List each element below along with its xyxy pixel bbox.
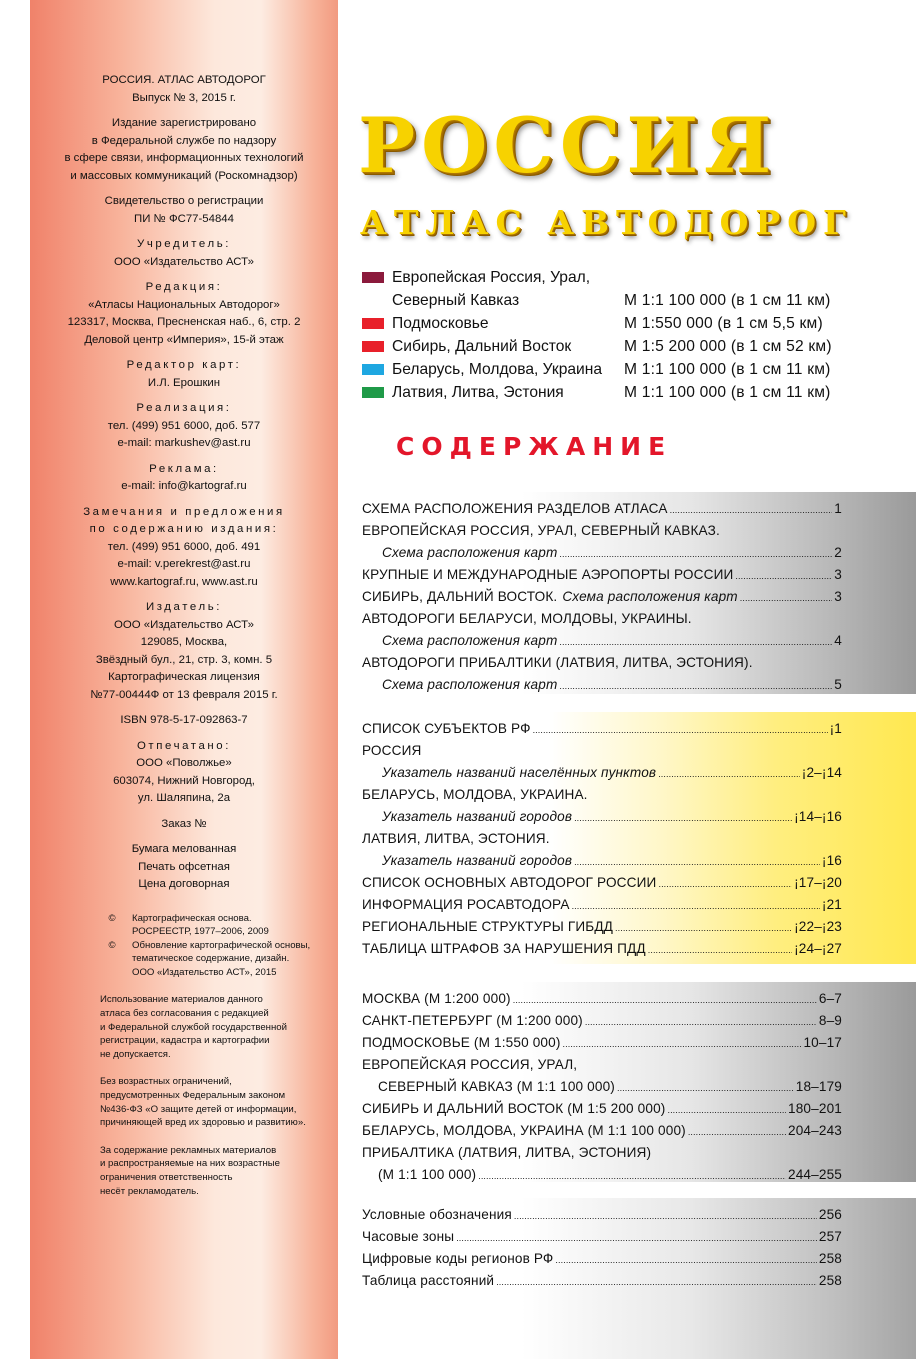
region-color-swatch — [362, 341, 384, 352]
region-name: Беларусь, Молдова, Украина — [392, 361, 603, 378]
toc-entry — [362, 564, 842, 586]
toc-entry-row — [362, 740, 842, 762]
toc-entry-title: МОСКВА (М 1:200 000) — [362, 991, 511, 1006]
imprint-block — [30, 816, 338, 834]
toc-entry-row — [362, 988, 842, 1011]
copyright-line: тематическое содержание, дизайн. — [132, 953, 290, 965]
toc-page-number: 204–243 — [788, 1123, 842, 1138]
toc-entry-row — [362, 1226, 842, 1249]
toc-page-number: 180–201 — [788, 1101, 842, 1116]
imprint-heading: Реализация: — [136, 402, 232, 414]
legal-note-line: предусмотренных Федеральным законом — [100, 1090, 286, 1102]
toc-leader-dots — [514, 1204, 817, 1227]
imprint-line: ООО «Поволжье» — [136, 757, 232, 769]
toc-entry-row — [362, 894, 842, 917]
copyright-text — [126, 912, 269, 939]
toc-entry-row — [362, 850, 842, 873]
imprint-block — [30, 461, 338, 496]
legal-note-line: Без возрастных ограничений, — [100, 1076, 232, 1088]
toc-page-number: 8–9 — [818, 1013, 842, 1028]
toc-entry — [362, 586, 842, 608]
toc-entry-row — [362, 1076, 842, 1099]
toc-entry — [362, 1164, 842, 1186]
region-name: Подмосковье — [392, 315, 489, 332]
imprint-block — [30, 72, 338, 107]
imprint-content — [30, 72, 338, 1212]
region-row — [362, 312, 852, 335]
imprint-line: Заказ № — [161, 817, 207, 830]
legal-note-line: и распространяемые на них возрастные — [100, 1158, 280, 1170]
toc-entry — [362, 1032, 842, 1054]
imprint-block — [30, 712, 338, 730]
toc-entry — [362, 872, 842, 894]
copyright-item — [30, 939, 338, 980]
toc-entry-row — [362, 1098, 842, 1121]
toc-entry-row — [362, 542, 842, 565]
toc-entry-title: СХЕМА РАСПОЛОЖЕНИЯ РАЗДЕЛОВ АТЛАСА — [362, 501, 668, 516]
toc-entry — [362, 1142, 842, 1164]
region-name: Северный Кавказ — [392, 292, 520, 309]
legal-note-line: Использование материалов данного — [100, 994, 263, 1006]
region-row — [362, 335, 852, 358]
region-row — [362, 266, 852, 289]
toc-entry — [362, 542, 842, 564]
region-name: Сибирь, Дальний Восток — [392, 338, 572, 355]
toc-entry — [362, 762, 842, 784]
toc-entry — [362, 784, 842, 806]
legal-note-line: атласа без согласования с редакцией — [100, 1008, 269, 1020]
toc-leader-dots — [658, 762, 800, 785]
imprint-block — [30, 599, 338, 704]
imprint-line: И.Л. Ерошкин — [147, 376, 221, 389]
toc-leader-dots — [513, 988, 817, 1011]
toc-entry-row — [362, 872, 842, 895]
toc-entry — [362, 608, 842, 630]
toc-entry-title: АВТОДОРОГИ БЕЛАРУСИ, МОЛДОВЫ, УКРАИНЫ. — [362, 611, 692, 626]
copyright-item — [30, 912, 338, 939]
toc-entry-title: ИНФОРМАЦИЯ РОСАВТОДОРА — [362, 897, 570, 912]
imprint-heading: Замечания и предложения — [83, 505, 285, 518]
toc-page-number: ¡1 — [829, 721, 842, 736]
toc-entry-title: СИБИРЬ И ДАЛЬНИЙ ВОСТОК (М 1:5 200 000) — [362, 1101, 666, 1116]
toc-entry-row — [362, 586, 842, 609]
imprint-block — [30, 738, 338, 808]
toc-entry-row — [362, 630, 842, 653]
imprint-line: ISBN 978-5-17-092863-7 — [120, 714, 248, 726]
imprint-line: в сфере связи, информационных технологий — [64, 152, 304, 164]
imprint-line: ул. Шаляпина, 2а — [137, 792, 231, 804]
toc-leader-dots — [563, 1032, 802, 1055]
legal-note-line: и Федеральной службой государственной — [100, 1021, 287, 1033]
toc-entry-title: РОССИЯ — [362, 743, 422, 758]
toc-leader-dots — [735, 564, 832, 587]
contents-heading: СОДЕРЖАНИЕ — [396, 432, 673, 461]
toc-leader-dots — [667, 1098, 786, 1121]
region-color-swatch — [362, 364, 384, 375]
imprint-line: Бумага мелованная — [131, 843, 237, 855]
toc-page-number: 1 — [834, 501, 842, 516]
toc-entry-row — [362, 762, 842, 785]
toc-entry — [362, 1270, 842, 1292]
legal-note-line: не допускается. — [100, 1048, 171, 1060]
copyright-symbol: © — [108, 912, 116, 924]
toc-entry-title: ЛАТВИЯ, ЛИТВА, ЭСТОНИЯ. — [362, 831, 550, 846]
toc-leader-dots — [533, 718, 828, 741]
region-scale: М 1:550 000 (в 1 см 5,5 км) — [624, 315, 823, 332]
toc-entry-row — [362, 806, 842, 829]
toc-entry-title: Схема расположения карт — [382, 677, 558, 692]
imprint-line: №77-00444Ф от 13 февраля 2015 г. — [90, 688, 278, 701]
legal-note-line: За содержание рекламных материалов — [100, 1144, 277, 1156]
toc-section-maps — [352, 982, 916, 1182]
legal-note-line: регистрации, кадастра и картографии — [100, 1035, 270, 1047]
toc-entry-row — [362, 1248, 842, 1271]
toc-entry-row — [362, 1204, 842, 1227]
toc-entry — [362, 718, 842, 740]
toc-entry — [362, 916, 842, 938]
legal-note — [30, 993, 338, 1061]
toc-entry-title: Таблица расстояний — [362, 1273, 495, 1288]
imprint-line: и массовых коммуникаций (Роскомнадзор) — [70, 169, 298, 182]
imprint-block — [30, 193, 338, 228]
toc-leader-dots — [559, 674, 832, 697]
toc-entry-title: Указатель названий населённых пунктов — [382, 765, 657, 780]
legal-note-line: причиняющей вред их здоровью и развитию». — [100, 1117, 306, 1129]
copyright-text — [126, 939, 310, 980]
toc-entry — [362, 630, 842, 652]
toc-entry-row — [362, 498, 842, 521]
copyright-symbol: © — [108, 939, 116, 951]
toc-page-number: 258 — [818, 1273, 842, 1288]
toc-section-indexes — [352, 712, 916, 964]
imprint-line: 123317, Москва, Пресненская наб., 6, стр. 2 — [67, 316, 301, 328]
imprint-heading: по содержанию издания: — [89, 523, 279, 535]
region-scale: М 1:5 200 000 (в 1 см 52 км) — [624, 338, 832, 355]
toc-entry-row — [362, 1032, 842, 1055]
imprint-line: Цена договорная — [138, 878, 230, 890]
toc-leader-dots — [617, 1076, 794, 1099]
toc-page-number: 2 — [834, 545, 842, 560]
toc-entry-title: ЕВРОПЕЙСКАЯ РОССИЯ, УРАЛ, — [362, 1057, 578, 1072]
imprint-heading: Издатель: — [145, 601, 223, 613]
toc-section-schemes — [352, 492, 916, 694]
imprint-line: Звёздный бул., 21, стр. 3, комн. 5 — [95, 653, 273, 666]
imprint-panel — [30, 0, 338, 1359]
region-scale: М 1:1 100 000 (в 1 см 11 км) — [624, 361, 831, 378]
toc-entry — [362, 1204, 842, 1226]
toc-page-number: ¡21 — [821, 897, 842, 912]
atlas-subtitle: АТЛАС АВТОДОРОГ — [360, 203, 853, 242]
imprint-line: «Атласы Национальных Автодорог» — [88, 298, 280, 311]
toc-section-references — [352, 1198, 916, 1359]
toc-entry-title: ПРИБАЛТИКА (ЛАТВИЯ, ЛИТВА, ЭСТОНИЯ) — [362, 1145, 652, 1160]
copyright-line: РОСРЕЕСТР, 1977–2006, 2009 — [132, 926, 269, 938]
toc-leader-dots — [559, 542, 832, 565]
toc-entry-title: ЕВРОПЕЙСКАЯ РОССИЯ, УРАЛ, СЕВЕРНЫЙ КАВКАЗ. — [362, 523, 720, 538]
toc-entry-row — [362, 1120, 842, 1143]
toc-entry-title: БЕЛАРУСЬ, МОЛДОВА, УКРАИНА. — [362, 787, 588, 802]
toc-entry-title: (М 1:1 100 000) — [378, 1167, 477, 1182]
region-name: Латвия, Литва, Эстония — [392, 384, 564, 401]
toc-entry — [362, 1226, 842, 1248]
toc-page-number: 3 — [834, 567, 842, 582]
region-row — [362, 358, 852, 381]
imprint-block — [30, 236, 338, 271]
toc-entry-title: ПОДМОСКОВЬЕ (М 1:550 000) — [362, 1035, 561, 1050]
imprint-block — [30, 504, 338, 592]
toc-page-number: 256 — [818, 1207, 842, 1222]
toc-leader-dots — [496, 1270, 817, 1293]
toc-entry-row — [362, 1270, 842, 1293]
atlas-title: РОССИЯ — [358, 101, 778, 190]
toc-entry — [362, 520, 842, 542]
toc-entry-row — [362, 674, 842, 697]
legal-note-line: ограничения ответственность — [100, 1172, 233, 1183]
toc-entry — [362, 652, 842, 674]
imprint-block — [30, 279, 338, 349]
imprint-line: ООО «Издательство АСТ» — [114, 255, 254, 268]
toc-entry — [362, 938, 842, 960]
toc-page-number: ¡22–¡23 — [794, 919, 842, 934]
toc-entry-title: Указатель названий городов — [382, 853, 573, 868]
region-color-swatch — [362, 318, 384, 329]
toc-entry-row — [362, 784, 842, 806]
toc-entry-row — [362, 718, 842, 741]
imprint-line: РОССИЯ. АТЛАС АВТОДОРОГ — [102, 74, 266, 86]
imprint-line: 129085, Москва, — [140, 636, 228, 648]
toc-entry — [362, 1120, 842, 1142]
toc-leader-dots — [688, 1120, 786, 1143]
imprint-line: ООО «Издательство АСТ» — [114, 618, 254, 631]
region-scale: М 1:1 100 000 (в 1 см 11 км) — [624, 292, 831, 309]
toc-entry-title: САНКТ-ПЕТЕРБУРГ (М 1:200 000) — [362, 1013, 583, 1028]
toc-entry — [362, 1076, 842, 1098]
toc-page-number: 6–7 — [818, 991, 842, 1006]
imprint-line: Деловой центр «Империя», 15-й этаж — [84, 333, 284, 346]
toc-page-number: 258 — [818, 1251, 842, 1266]
toc-entry-title: АВТОДОРОГИ ПРИБАЛТИКИ (ЛАТВИЯ, ЛИТВА, ЭСТОНИЯ). — [362, 655, 753, 670]
imprint-line: тел. (499) 951 6000, доб. 577 — [107, 419, 261, 432]
toc-entry-row — [362, 828, 842, 850]
imprint-line: ПИ № ФС77-54844 — [134, 212, 234, 225]
imprint-block — [30, 357, 338, 392]
toc-entry-title: Цифровые коды регионов РФ — [362, 1251, 554, 1266]
region-scale: М 1:1 100 000 (в 1 см 11 км) — [624, 384, 831, 401]
toc-entry-title: Схема расположения карт — [382, 633, 558, 648]
toc-leader-dots — [574, 850, 820, 873]
toc-entry-title: Указатель названий городов — [382, 809, 573, 824]
toc-entry-subtitle: Схема расположения карт — [562, 589, 738, 604]
toc-entry-row — [362, 1164, 842, 1187]
toc-entry-title: Часовые зоны — [362, 1229, 455, 1244]
toc-entry-title: СИБИРЬ, ДАЛЬНИЙ ВОСТОК. — [362, 589, 558, 604]
toc-entry-row — [362, 520, 842, 542]
imprint-line: 603074, Нижний Новгород, — [113, 774, 255, 787]
toc-entry-title: БЕЛАРУСЬ, МОЛДОВА, УКРАИНА (М 1:1 100 000) — [362, 1123, 686, 1138]
toc-page-number: 4 — [834, 633, 842, 648]
copyright-line: Картографическая основа. — [132, 912, 252, 924]
toc-leader-dots — [585, 1010, 817, 1033]
toc-entry-row — [362, 938, 842, 961]
toc-page-number: ¡2–¡14 — [801, 765, 842, 780]
toc-entry — [362, 1010, 842, 1032]
toc-entry-row — [362, 1142, 842, 1164]
toc-entry-title: ТАБЛИЦА ШТРАФОВ ЗА НАРУШЕНИЯ ПДД — [362, 941, 646, 956]
toc-page-number: 5 — [834, 677, 842, 692]
toc-entry — [362, 850, 842, 872]
imprint-line: Выпуск № 3, 2015 г. — [132, 91, 236, 104]
toc-entry-title: КРУПНЫЕ И МЕЖДУНАРОДНЫЕ АЭРОПОРТЫ РОССИИ — [362, 567, 734, 582]
imprint-block — [30, 400, 338, 453]
imprint-line: e-mail: markushev@ast.ru — [117, 437, 251, 449]
copyright-notes — [30, 912, 338, 980]
imprint-line: Свидетельство о регистрации — [104, 195, 264, 207]
toc-page-number: 18–179 — [795, 1079, 842, 1094]
imprint-heading: Отпечатано: — [136, 739, 232, 752]
imprint-heading: Учредитель: — [137, 238, 231, 250]
region-color-swatch — [362, 387, 384, 398]
toc-leader-dots — [572, 894, 820, 917]
toc-entry-row — [362, 916, 842, 939]
toc-leader-dots — [615, 916, 792, 939]
toc-entry — [362, 674, 842, 696]
toc-leader-dots — [478, 1164, 786, 1187]
toc-entry — [362, 1054, 842, 1076]
toc-page-number: 3 — [834, 589, 842, 604]
toc-entry — [362, 1248, 842, 1270]
region-row — [362, 289, 852, 312]
toc-leader-dots — [456, 1226, 817, 1249]
toc-entry — [362, 498, 842, 520]
imprint-heading: Редакция: — [145, 281, 223, 293]
toc-leader-dots — [648, 938, 792, 961]
toc-entry-title: Схема расположения карт — [382, 545, 558, 560]
toc-entry-row — [362, 1054, 842, 1076]
toc-page-number: ¡14–¡16 — [794, 809, 842, 824]
toc-leader-dots — [658, 872, 792, 895]
toc-entry-title: СПИСОК ОСНОВНЫХ АВТОДОРОГ РОССИИ — [362, 875, 657, 890]
imprint-line: Печать офсетная — [138, 860, 230, 873]
toc-page-number: 10–17 — [803, 1035, 842, 1050]
regions-legend — [362, 266, 852, 404]
toc-page-number: ¡16 — [821, 853, 842, 868]
toc-entry-row — [362, 1010, 842, 1033]
toc-entry-title: СПИСОК СУБЪЕКТОВ РФ — [362, 721, 531, 736]
imprint-line: тел. (499) 951 6000, доб. 491 — [107, 540, 261, 553]
imprint-block — [30, 841, 338, 894]
legal-note — [30, 1144, 338, 1198]
toc-entry-row — [362, 564, 842, 587]
toc-entry-title: Условные обозначения — [362, 1207, 512, 1222]
toc-entry — [362, 894, 842, 916]
copyright-line: ООО «Издательство АСТ», 2015 — [132, 966, 277, 978]
toc-page-number: 257 — [818, 1229, 842, 1244]
imprint-line: e-mail: info@kartograf.ru — [121, 480, 247, 492]
toc-entry-title: СЕВЕРНЫЙ КАВКАЗ (М 1:1 100 000) — [378, 1079, 615, 1094]
imprint-line: в Федеральной службе по надзору — [91, 134, 277, 147]
toc-leader-dots — [670, 498, 833, 521]
imprint-line: Издание зарегистрировано — [111, 117, 257, 129]
toc-entry — [362, 828, 842, 850]
toc-leader-dots — [559, 630, 832, 653]
toc-entry — [362, 988, 842, 1010]
legal-note-line: несёт рекламодатель. — [100, 1185, 199, 1197]
imprint-heading: Реклама: — [149, 462, 219, 475]
imprint-line: Картографическая лицензия — [108, 671, 260, 683]
toc-entry-row — [362, 608, 842, 630]
toc-leader-dots — [574, 806, 792, 829]
toc-entry — [362, 1098, 842, 1120]
region-name: Европейская Россия, Урал, — [392, 269, 591, 286]
region-row — [362, 381, 852, 404]
toc-leader-dots — [555, 1248, 816, 1271]
imprint-line: www.kartograf.ru, www.ast.ru — [110, 575, 258, 588]
toc-entry-row — [362, 652, 842, 674]
copyright-line: Обновление картографической основы, — [132, 939, 311, 951]
toc-leader-dots — [740, 586, 833, 609]
toc-entry — [362, 806, 842, 828]
region-color-swatch — [362, 272, 384, 283]
imprint-line: e-mail: v.perekrest@ast.ru — [117, 558, 251, 570]
toc-entry — [362, 740, 842, 762]
toc-page-number: ¡17–¡20 — [794, 875, 842, 890]
imprint-block — [30, 115, 338, 185]
toc-page-number: 244–255 — [788, 1167, 842, 1182]
legal-note — [30, 1075, 338, 1129]
imprint-heading: Редактор карт: — [126, 359, 242, 371]
toc-entry-title: РЕГИОНАЛЬНЫЕ СТРУКТУРЫ ГИБДД — [362, 919, 614, 934]
legal-note-line: №436-ФЗ «О защите детей от информации, — [100, 1103, 297, 1115]
toc-page-number: ¡24–¡27 — [794, 941, 842, 956]
